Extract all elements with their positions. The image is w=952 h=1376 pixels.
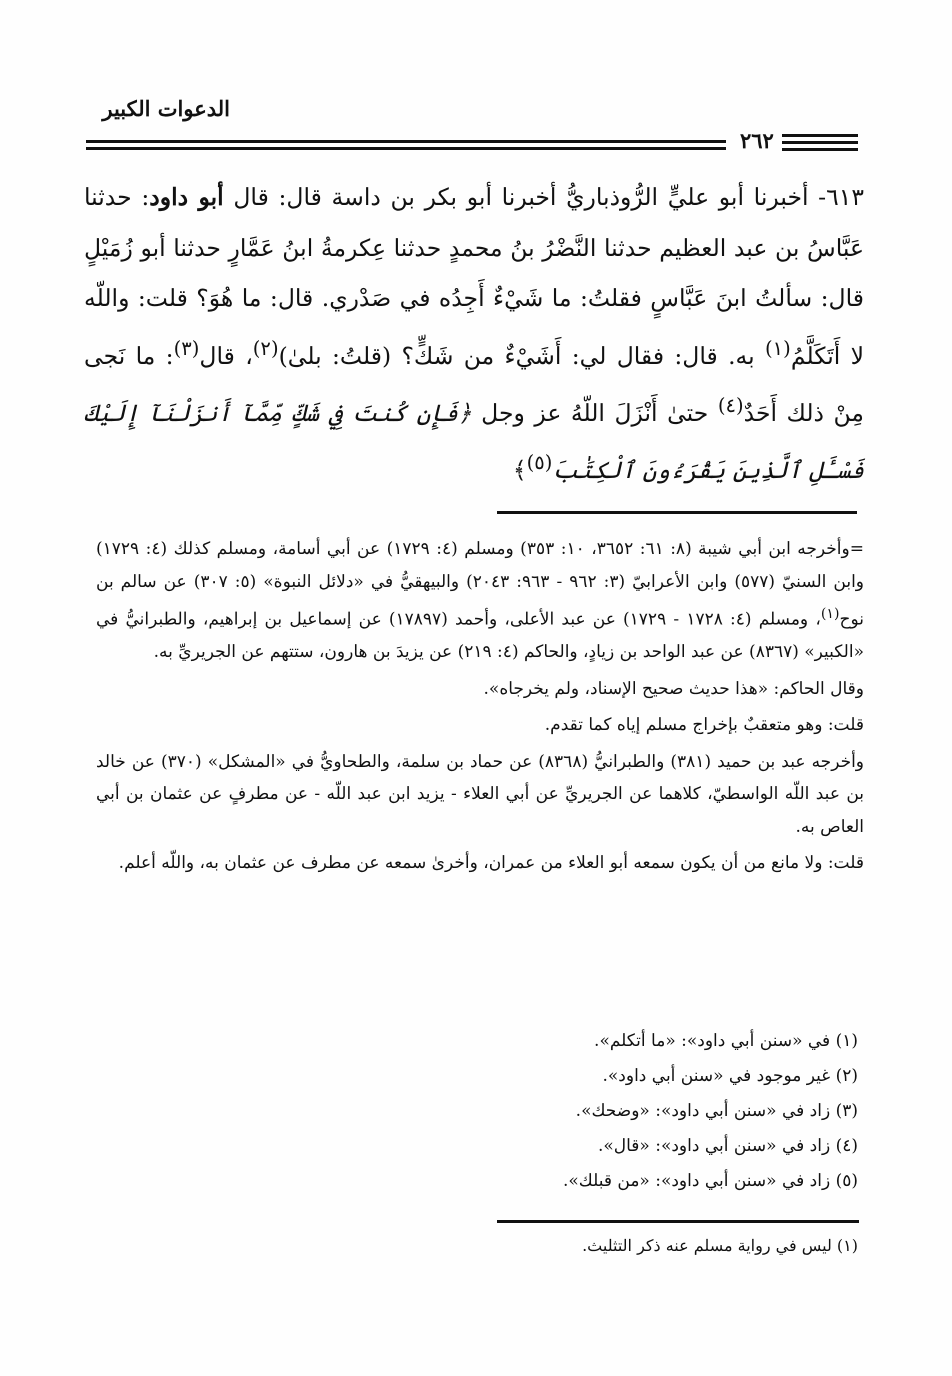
note-text: =وأخرجه ابن أبي شيبة (٨: ٦١: ٣٦٥٢، ١٠: ٣٥٣) ومسلم (٤: ١٧٢٩) عن أبي أسامة، ومسلم كذلك (٤: ١٧٢٩) وابن السنيّ (٥٧٧) وابن الأعرابيّ (٣: ٩٦٢ - ٩٦٣: ٢٠٤٣) والبيهقيُّ في «دلائل النبوة» (٥: ٣٠٧) عن سالم بن نوح (96, 539, 864, 630)
footnote-item: (٢) غير موجود في «سنن أبي داود». (602, 1066, 858, 1086)
running-title: الدعوات الكبير (102, 96, 230, 121)
hadith-body-5: حتىٰ أَنْزَلَ اللّهُ عز وجل (471, 398, 718, 427)
note-paragraph: وقال الحاكم: «هذا حديث صحيح الإسناد، ولم يخرجاه». (483, 678, 864, 699)
takhrij-notes (96, 533, 864, 884)
header-rule-top (86, 140, 726, 143)
footnote-list (563, 1024, 858, 1199)
note-footnote-ref[interactable]: (١) (820, 606, 840, 622)
bottom-separator (497, 1220, 859, 1223)
header-rule-right-top (782, 134, 858, 137)
footnote-item: (٥) زاد في «سنن أبي داود»: «من قبلك». (562, 1171, 858, 1191)
quran-closing-bracket: ﴾ (512, 455, 527, 484)
note-text: ، ومسلم (٤: ١٧٢٨ - ١٧٢٩) عن عبد الأعلى، وأحمد (١٧٨٩٧) عن إسماعيل بن إبراهيم، والطبرانيُّ في «الكبير» (٨٣٦٧) عن عبد الواحد بن زيادٍ، والحاكم (٤: ٢١٩) عن يزيدَ بن هارون، ستتهم عن الجريريِّ به. (96, 609, 864, 663)
header-rule-right-bottom (782, 148, 858, 151)
note-paragraph: وأخرجه عبد بن حميد (٣٨١) والطبرانيُّ (٨٣٦٨) عن حماد بن سلمة، والطحاويُّ في «المشكل» (٣٧٠) عن خالد بن عبد اللّه الواسطيّ، كلاهما عن الجريريِّ عن أبي العلاء - يزيد ابن عبد اللّه - عن مطرفٍ عن عثمان بن أبي العاص به. (96, 751, 865, 837)
header-rule-right-middle (782, 141, 858, 144)
header-rule-bottom (86, 147, 726, 150)
note-paragraph: قلت: وهو متعقبٌ بإخراج مسلم إياه كما تقدم. (544, 715, 864, 736)
notes-separator (497, 511, 857, 514)
hadith-body-3: ، قال (199, 341, 253, 370)
hadith-body-4: : ما نَجى مِنْ ذلك أَحَدٌ (84, 341, 864, 427)
footnote-item: (٣) زاد في «سنن أبي داود»: «وضحك». (575, 1101, 858, 1121)
note-paragraph (96, 533, 864, 669)
footnote-ref-1[interactable]: (١) (765, 336, 791, 360)
bottom-footnote: (١) ليس في رواية مسلم عنه ذكر التثليث. (582, 1236, 858, 1255)
narrator-name: أبو داود (149, 183, 224, 211)
quran-verse: ﴿فَإِن كُنتَ فِي شَكٍّ مِّمَّآ أَنزَلْنَآ إِلَيْكَ فَسْـَٔلِ ٱلَّذِينَ يَقْرَءُونَ ٱلْكِتَٰبَ (84, 398, 864, 484)
footnote-ref-5[interactable]: (٥) (526, 451, 553, 475)
footnote-ref-3[interactable]: (٣) (173, 336, 200, 360)
hadith-body: : حدثنا عَبَّاسُ بن عبد العظيم حدثنا النَّضْرُ بنُ محمدٍ حدثنا عِكرمةُ ابنُ عَمَّارٍ حدثنا أبو زُمَيْلٍ قال: سألتُ ابنَ عَبَّاسٍ فقلتُ: ما شَيْءٌ أَجِدُه في صَدْري. قال: ما هُوَ؟ قلت: واللّه لا أَتَكَلَّمُ (84, 183, 864, 370)
footnote-item: (١) في «سنن أبي داود»: «ما أتكلم». (594, 1031, 858, 1051)
hadith-intro: ٦١٣- أخبرنا أبو عليٍّ الرُّوذباريُّ أخبرنا أبو بكر بن داسة قال: قال (223, 183, 864, 211)
footnote-ref-4[interactable]: (٤) (717, 393, 744, 417)
hadith-body-2: به. قال: فقال لي: أَشَيْءٌ من شَكٍّ؟ (قلتُ: بلىٰ) (278, 341, 766, 370)
page-number: ٢٦٢ (740, 128, 774, 153)
footnote-ref-2[interactable]: (٢) (252, 336, 279, 360)
hadith-text (84, 172, 864, 495)
note-paragraph: قلت: ولا مانع من أن يكون سمعه أبو العلاء من عمران، وأخرىٰ سمعه عن مطرف عن عثمان به، واللّه أعلم. (118, 853, 864, 874)
footnote-item: (٤) زاد في «سنن أبي داود»: «قال». (597, 1136, 858, 1156)
